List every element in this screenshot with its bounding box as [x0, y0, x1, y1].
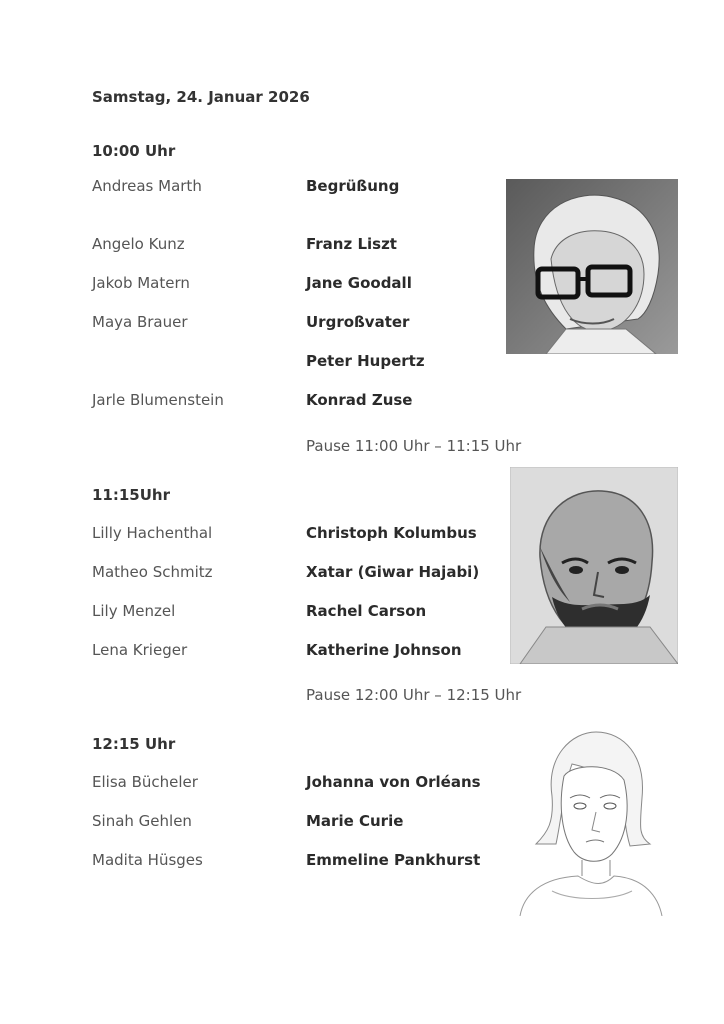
talk-topic: Johanna von Orléans — [306, 773, 481, 791]
session-time: 12:15 Uhr — [92, 735, 176, 753]
talk-topic: Marie Curie — [306, 812, 404, 830]
portrait-young-woman-icon — [512, 726, 664, 916]
speaker-name: Sinah Gehlen — [92, 812, 192, 830]
talk-topic: Emmeline Pankhurst — [306, 851, 481, 869]
speaker-name: Jarle Blumenstein — [92, 391, 224, 409]
portrait-bearded-man-icon — [510, 467, 678, 664]
program-date: Samstag, 24. Januar 2026 — [92, 88, 310, 106]
talk-topic: Urgroßvater — [306, 313, 410, 331]
speaker-name: Angelo Kunz — [92, 235, 185, 253]
talk-topic: Franz Liszt — [306, 235, 397, 253]
speaker-name: Lena Krieger — [92, 641, 188, 659]
talk-topic: Katherine Johnson — [306, 641, 462, 659]
pause-note: Pause 11:00 Uhr – 11:15 Uhr — [306, 437, 522, 455]
talk-topic: Xatar (Giwar Hajabi) — [306, 563, 480, 581]
speaker-name: Maya Brauer — [92, 313, 188, 331]
talk-topic: Begrüßung — [306, 177, 400, 195]
speaker-name: Lilly Hachenthal — [92, 524, 213, 542]
talk-topic: Jane Goodall — [306, 274, 412, 292]
pause-note: Pause 12:00 Uhr – 12:15 Uhr — [306, 686, 522, 704]
portrait-old-man-glasses-icon — [506, 179, 678, 354]
speaker-name: Elisa Bücheler — [92, 773, 198, 791]
speaker-name: Madita Hüsges — [92, 851, 203, 869]
talk-topic: Konrad Zuse — [306, 391, 413, 409]
talk-topic: Rachel Carson — [306, 602, 427, 620]
speaker-name: Andreas Marth — [92, 177, 202, 195]
speaker-name: Lily Menzel — [92, 602, 176, 620]
talk-topic: Christoph Kolumbus — [306, 524, 477, 542]
speaker-name: Matheo Schmitz — [92, 563, 213, 581]
session-time: 10:00 Uhr — [92, 142, 176, 160]
talk-topic: Peter Hupertz — [306, 352, 425, 370]
speaker-name: Jakob Matern — [92, 274, 190, 292]
session-time: 11:15Uhr — [92, 486, 171, 504]
